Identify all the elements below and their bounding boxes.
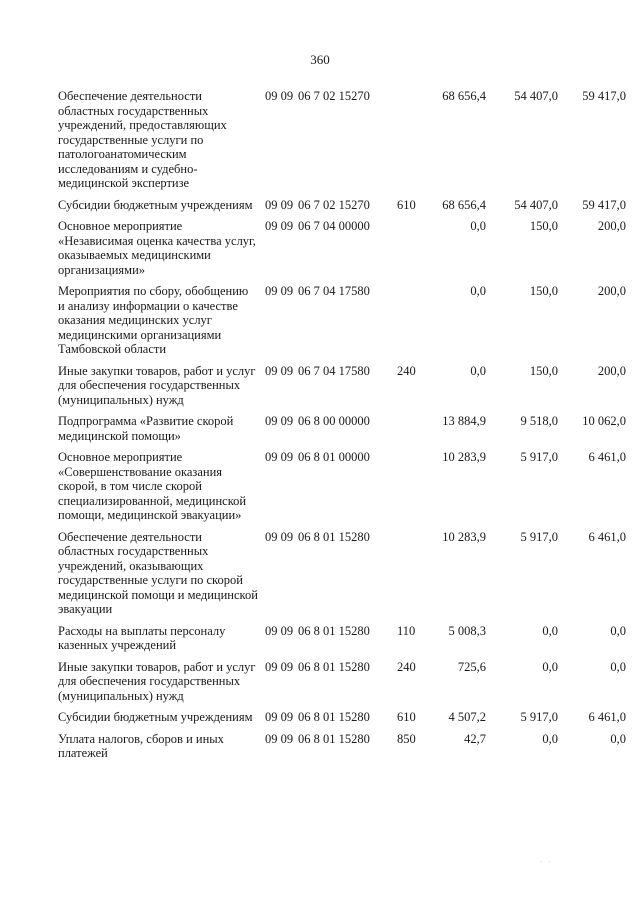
row-target-article: 06 8 01 15280 (298, 529, 370, 544)
row-amount-2: 0,0 (542, 731, 558, 746)
row-name: Расходы на выплаты персоналу казенных учреждений (58, 623, 226, 652)
row-target-article: 06 7 04 17580 (298, 363, 370, 378)
row-section-code: 09 09 (265, 450, 294, 464)
row-target-article: 06 8 01 00000 (298, 450, 370, 464)
row-name: Иные закупки товаров, работ и услуг для обеспечения государственных (муниципальных) нужд (58, 363, 256, 407)
row-section-code: 09 09 (265, 414, 294, 428)
row-amount-2: 5 917,0 (520, 529, 558, 544)
row-amount-3: 200,0 (597, 363, 626, 378)
row-name: Основное мероприятие «Совершенствование оказания скорой, в том числе скорой специализированной, медицинской помощи, медицинской эвакуации» (58, 450, 247, 522)
row-target-article: 06 7 02 15270 (298, 197, 370, 212)
row-amount-1: 725,6 (457, 659, 486, 674)
row-amount-3: 0,0 (610, 623, 626, 638)
row-amount-3: 6 461,0 (588, 450, 626, 464)
row-name: Основное мероприятие «Независимая оценка качества услуг, оказываемых медицинскими организациями» (58, 219, 256, 277)
row-expense-type: 110 (397, 623, 416, 638)
table-row (58, 89, 628, 191)
row-amount-1: 42,7 (464, 731, 486, 746)
row-amount-3: 200,0 (597, 219, 626, 233)
row-section-code: 09 09 (265, 89, 294, 103)
row-amount-1: 0,0 (470, 363, 486, 378)
row-expense-type: 610 (397, 710, 416, 724)
row-amount-1: 10 283,9 (442, 450, 486, 464)
page-number: 360 (310, 52, 330, 67)
row-name: Обеспечение деятельности областных государственных учреждений, предоставляющих государственные услуги по патологоанатомическим исследованиям и судебно-медицинской экспертизе (58, 89, 227, 190)
row-name: Субсидии бюджетным учреждениям (58, 710, 253, 724)
row-amount-2: 0,0 (542, 623, 558, 638)
row-amount-1: 68 656,4 (442, 197, 486, 212)
row-amount-1: 0,0 (470, 284, 486, 298)
row-name: Подпрограмма «Развитие скорой медицинской помощи» (58, 414, 234, 443)
row-target-article: 06 7 04 00000 (298, 219, 370, 233)
row-section-code: 09 09 (265, 284, 294, 298)
row-section-code: 09 09 (265, 197, 294, 212)
row-amount-2: 150,0 (529, 363, 558, 378)
row-expense-type: 240 (397, 659, 416, 674)
row-target-article: 06 8 01 15280 (298, 710, 370, 724)
scan-speck-mark: · · (540, 858, 553, 866)
table-row (58, 732, 628, 761)
row-target-article: 06 8 01 15280 (298, 623, 370, 638)
table-row (58, 450, 628, 523)
row-amount-2: 150,0 (529, 284, 558, 298)
row-amount-3: 6 461,0 (588, 529, 626, 544)
row-section-code: 09 09 (265, 659, 294, 674)
row-amount-3: 10 062,0 (582, 414, 626, 428)
row-amount-2: 54 407,0 (514, 89, 558, 103)
row-amount-1: 68 656,4 (442, 89, 486, 103)
table-row (58, 624, 628, 653)
row-amount-2: 9 518,0 (520, 414, 558, 428)
row-target-article: 06 7 04 17580 (298, 284, 370, 298)
row-target-article: 06 8 00 00000 (298, 414, 370, 428)
row-name: Обеспечение деятельности областных государственных учреждений, оказывающих государственные услуги по скорой медицинской помощи и медицинской эвакуации (58, 529, 258, 616)
row-section-code: 09 09 (265, 529, 294, 544)
table-row (58, 219, 628, 277)
row-name: Мероприятия по сбору, обобщению и анализу информации о качестве оказания медицинских услуг медицинскими организациями Тамбовской области (58, 284, 249, 356)
row-amount-2: 5 917,0 (520, 710, 558, 724)
row-amount-3: 0,0 (610, 731, 626, 746)
row-section-code: 09 09 (265, 363, 294, 378)
row-name: Иные закупки товаров, работ и услуг для обеспечения государственных (муниципальных) нужд (58, 659, 256, 703)
row-expense-type: 610 (397, 197, 416, 212)
row-target-article: 06 8 01 15280 (298, 659, 370, 674)
table-row (58, 710, 628, 725)
row-amount-3: 59 417,0 (582, 197, 626, 212)
row-amount-3: 0,0 (610, 659, 626, 674)
row-amount-2: 0,0 (542, 659, 558, 674)
row-amount-1: 10 283,9 (442, 529, 486, 544)
row-target-article: 06 7 02 15270 (298, 89, 370, 103)
row-amount-1: 5 008,3 (448, 623, 486, 638)
row-section-code: 09 09 (265, 219, 294, 233)
row-amount-3: 59 417,0 (582, 89, 626, 103)
budget-table (58, 89, 628, 768)
row-section-code: 09 09 (265, 731, 294, 746)
row-amount-1: 4 507,2 (448, 710, 486, 724)
row-name: Субсидии бюджетным учреждениям (58, 197, 253, 212)
table-row (58, 364, 628, 408)
row-target-article: 06 8 01 15280 (298, 731, 370, 746)
row-section-code: 09 09 (265, 710, 294, 724)
row-expense-type: 850 (397, 731, 416, 746)
row-amount-3: 6 461,0 (588, 710, 626, 724)
table-row (58, 198, 628, 213)
row-expense-type: 240 (397, 363, 416, 378)
row-amount-2: 150,0 (529, 219, 558, 233)
row-amount-2: 54 407,0 (514, 197, 558, 212)
table-row (58, 414, 628, 443)
row-amount-3: 200,0 (597, 284, 626, 298)
row-name: Уплата налогов, сборов и иных платежей (58, 731, 224, 760)
row-amount-2: 5 917,0 (520, 450, 558, 464)
table-row (58, 284, 628, 357)
table-row (58, 660, 628, 704)
row-amount-1: 13 884,9 (442, 414, 486, 428)
row-amount-1: 0,0 (470, 219, 486, 233)
table-row (58, 530, 628, 617)
row-section-code: 09 09 (265, 623, 294, 638)
